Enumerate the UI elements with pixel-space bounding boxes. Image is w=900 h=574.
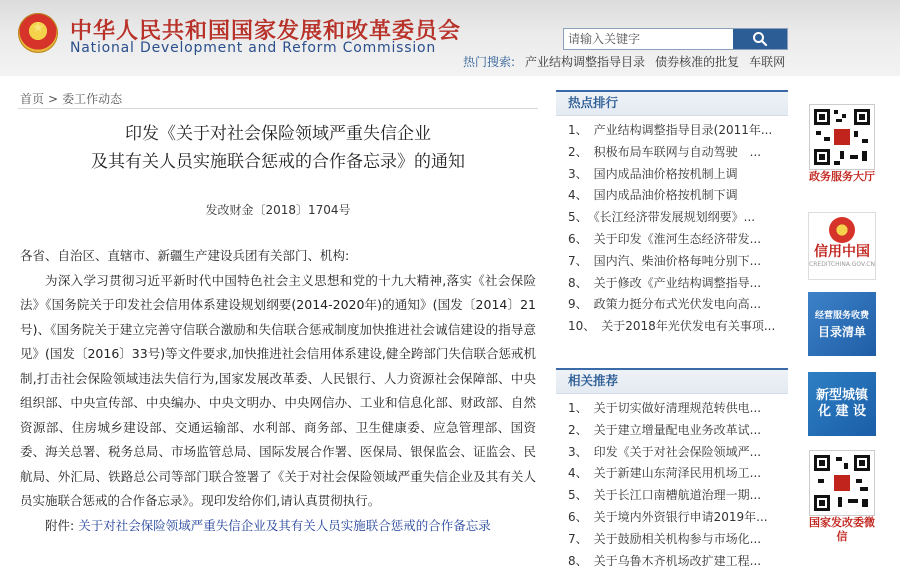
- hot-search-link[interactable]: 车联网: [749, 55, 786, 69]
- national-emblem-icon: [829, 217, 855, 243]
- hot-search-link[interactable]: 产业结构调整指导目录: [525, 55, 646, 69]
- banner-url: CREDITCHINA.GOV.CN: [809, 261, 875, 268]
- breadcrumb-home[interactable]: 首页: [20, 92, 45, 106]
- qr-code-icon: [809, 104, 875, 170]
- breadcrumb-section[interactable]: 委工作动态: [62, 92, 123, 106]
- search-button[interactable]: [733, 29, 787, 49]
- related-list: [556, 394, 788, 572]
- search-icon: [752, 31, 768, 47]
- banner-text: 新型城镇: [815, 388, 868, 403]
- attachment: [20, 514, 536, 539]
- list-item[interactable]: 5、 《长江经济带发展规划纲要》...: [568, 210, 756, 225]
- wechat-qr-banner[interactable]: [808, 450, 876, 544]
- site-title-en: National Development and Reform Commission: [70, 40, 437, 56]
- salutation: 各省、自治区、直辖市、新疆生产建设兵团有关部门、机构:: [20, 248, 350, 263]
- article-body: [20, 244, 536, 538]
- urbanization-banner[interactable]: [808, 372, 876, 436]
- hot-search-link[interactable]: 债券核准的批复: [655, 55, 740, 69]
- list-item[interactable]: 2、 积极布局车联网与自动驾驶 ...: [568, 144, 762, 159]
- hot-ranking-list: [556, 116, 788, 338]
- article-title-line: 及其有关人员实施联合惩戒的合作备忘录》的通知: [91, 152, 465, 172]
- qr-caption: 国家发改委微信: [809, 516, 875, 543]
- breadcrumb-separator: >: [48, 92, 59, 106]
- article-paragraph: 为深入学习贯彻习近平新时代中国特色社会主义思想和党的十九大精神,落实《社会保险法》《国务院关于印发社会信用体系建设规划纲要(2014-2020年)的通知》(国发〔2014〕21号)、《国务院关于建立完善守信联合激励和失信联合惩戒制度加快推进社会诚信建设的指导意见》(国发〔2016〕33号)等文件要求,加快推进社会信用体系建设,健全跨部门失信联合惩戒机制,打击社会保险领域违法失信行为,国家发展改革委、人民银行、人力资源社会保障部、中央组织部、中央宣传部、中央编办、中央文明办、中央网信办、工业和信息化部、财政部、自然资源部、住房城乡建设部、交通运输部、水利部、商务部、卫生健康委、应急管理部、国资委、海关总署、税务总局、市场监管总局、国际发展合作署、医保局、银保监会、证监会、民航局、外汇局、铁路总公司等部门联合签署了《关于对社会保险领域严重失信企业及其有关人员实施联合惩戒的合作备忘录》。现印发给你们,请认真贯彻执行。: [20, 272, 536, 508]
- qr-caption: 政务服务大厅: [809, 170, 875, 183]
- banner-text: 经营服务收费: [814, 311, 869, 321]
- list-item[interactable]: 3、 印发《关于对社会保险领域严...: [568, 444, 762, 459]
- list-item[interactable]: 3、 国内成品油价格按机制上调: [568, 166, 738, 181]
- service-hall-qr-banner[interactable]: [808, 104, 876, 184]
- document-number: 发改财金〔2018〕1704号: [205, 203, 351, 217]
- list-item[interactable]: 2、 关于建立增量配电业务改革试...: [568, 422, 762, 437]
- credit-china-banner[interactable]: [808, 212, 876, 280]
- list-item[interactable]: 4、 关于新建山东菏泽民用机场工...: [568, 466, 762, 481]
- attachment-link[interactable]: 关于对社会保险领域严重失信企业及其有关人员实施联合惩戒的合作备忘录: [78, 517, 491, 533]
- hot-search-label: 热门搜索:: [463, 55, 516, 69]
- search-input[interactable]: [564, 29, 733, 49]
- divider: [18, 108, 538, 109]
- hot-ranking-panel: [556, 90, 788, 358]
- panel-title: 相关推荐: [556, 370, 788, 394]
- article-title-line: 印发《关于对社会保险领域严重失信企业: [125, 124, 431, 144]
- related-panel: [556, 368, 788, 574]
- list-item[interactable]: 9、 政策力挺分布式光伏发电向高...: [568, 297, 762, 312]
- banner-text: 化 建 设: [817, 404, 867, 419]
- list-item[interactable]: 5、 关于长江口南槽航道治理一期...: [568, 488, 762, 503]
- list-item[interactable]: 10、 关于2018年光伏发电有关事项...: [568, 319, 776, 334]
- breadcrumb: [20, 90, 122, 107]
- fee-list-banner[interactable]: [808, 292, 876, 356]
- panel-title: 热点排行: [556, 92, 788, 116]
- list-item[interactable]: 6、 关于境内外资银行申请2019年...: [568, 509, 768, 524]
- site-header: [0, 0, 900, 76]
- list-item[interactable]: 1、 关于切实做好清理规范转供电...: [568, 401, 762, 415]
- attachment-label: 附件:: [45, 517, 75, 533]
- list-item[interactable]: 7、 关于鼓励相关机构参与市场化...: [568, 531, 762, 546]
- banner-text: 目录清单: [817, 325, 866, 339]
- list-item[interactable]: 1、 产业结构调整指导目录(2011年...: [568, 123, 773, 137]
- hot-search-bar: [463, 53, 795, 70]
- national-emblem-icon[interactable]: [18, 13, 58, 53]
- site-title-cn[interactable]: 中华人民共和国国家发展和改革委员会: [70, 19, 462, 44]
- list-item[interactable]: 7、 国内汽、柴油价格每吨分别下...: [568, 253, 762, 268]
- search-box: [563, 28, 788, 50]
- list-item[interactable]: 8、 关于乌鲁木齐机场改扩建工程...: [568, 553, 762, 568]
- list-item[interactable]: 4、 国内成品油价格按机制下调: [568, 188, 738, 203]
- banner-title: 信用中国: [814, 244, 870, 260]
- article-title: [18, 120, 538, 176]
- list-item[interactable]: 8、 关于修改《产业结构调整指导...: [568, 275, 762, 290]
- qr-code-icon: [809, 450, 875, 516]
- list-item[interactable]: 6、 关于印发《淮河生态经济带发...: [568, 231, 762, 246]
